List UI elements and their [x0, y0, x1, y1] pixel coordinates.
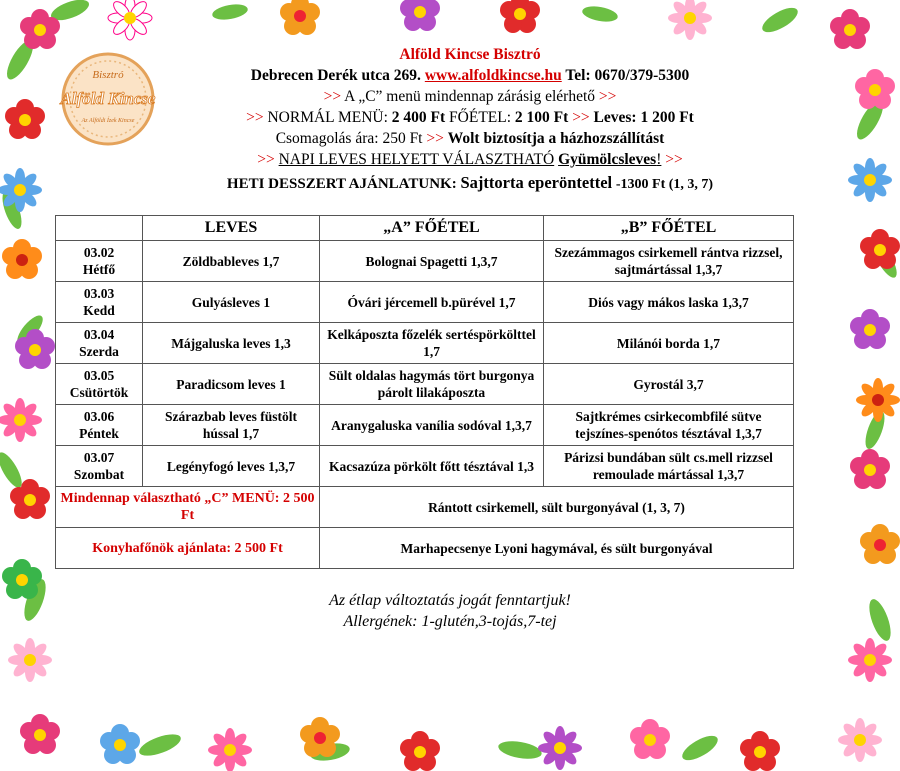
c-menu-line [150, 86, 790, 107]
date: 03.06 [83, 409, 115, 424]
main-b-cell: Diós vagy mákos laska 1,3,7 [544, 282, 794, 323]
dessert-label: HETI DESSZERT AJÁNLATUNK: [226, 176, 457, 192]
menu-footer [200, 590, 700, 632]
day-cell [56, 241, 143, 282]
menu-header [150, 44, 790, 195]
normal-menu-price: 2 400 Ft [391, 109, 446, 126]
chef-special-label: Konyhafőnök ajánlata: 2 500 Ft [56, 528, 320, 569]
main-a-cell: Bolognai Spagetti 1,3,7 [320, 241, 544, 282]
c-menu-dish: Rántott csirkemell, sült burgonyával (1, 3, 7) [320, 487, 794, 528]
logo-top-text: Bisztró [92, 69, 124, 81]
disclaimer: Az étlap változtatás jogát fenntartjuk! [329, 592, 571, 609]
arrow-right: >> [598, 88, 617, 105]
date: 03.07 [83, 450, 115, 465]
logo-sub-text: Az Alföldi Ízek Kincse [81, 118, 135, 124]
date: 03.02 [83, 245, 115, 260]
date: 03.03 [83, 286, 115, 301]
main-b-cell: Párizsi bundában sült cs.mell rizzsel remoulade mártással 1,3,7 [544, 446, 794, 487]
normal-menu-label: NORMÁL MENÜ: [267, 109, 388, 126]
main-course-price: 2 100 Ft [514, 109, 569, 126]
soup-label: Leves: [593, 109, 637, 126]
soup-cell: Májgaluska leves 1,3 [143, 323, 320, 364]
soup-cell: Gulyásleves 1 [143, 282, 320, 323]
day-name: Csütörtök [69, 385, 129, 400]
c-menu-text: A „C” menü mindennap zárásig elérhető [344, 88, 596, 105]
main-b-cell: Milánói borda 1,7 [544, 323, 794, 364]
arrow-3: >> [426, 130, 444, 147]
allergens: Allergének: 1-glutén,3-tojás,7-tej [343, 613, 557, 630]
table-row [56, 323, 794, 364]
table-row [56, 241, 794, 282]
day-name: Hétfő [82, 262, 116, 277]
packaging-text: Csomagolás ára: 250 Ft [275, 130, 423, 147]
prices-line [150, 107, 790, 128]
table-row [56, 282, 794, 323]
day-name: Péntek [79, 426, 119, 441]
chef-special-dish: Marhapecsenye Lyoni hagymával, és sült burgonyával [320, 528, 794, 569]
logo-main-text: Alföld Kincse [60, 89, 156, 108]
day-cell [56, 323, 143, 364]
main-a-cell: Kelkáposzta főzelék sertéspörkölttel 1,7 [320, 323, 544, 364]
fruit-soup-text: NAPI LEVES HELYETT VÁLASZTHATÓ [278, 151, 555, 168]
arrow-left: >> [323, 88, 342, 105]
arrow-4: >> [257, 151, 275, 168]
main-a-cell: Aranygaluska vanília sodóval 1,3,7 [320, 405, 544, 446]
arrow-1: >> [246, 109, 264, 126]
soup-cell: Zöldbableves 1,7 [143, 241, 320, 282]
dessert-name: Sajttorta eperöntettel [460, 173, 613, 192]
day-name: Szerda [79, 344, 119, 359]
table-row [56, 446, 794, 487]
website-link[interactable]: www.alfoldkincse.hu [424, 67, 562, 84]
day-cell [56, 405, 143, 446]
soup-price: 1 200 Ft [640, 109, 694, 126]
contact-line [150, 65, 790, 86]
soup-cell: Paradicsom leves 1 [143, 364, 320, 405]
c-menu-label: Mindennap választható „C” MENÜ: 2 500 Ft [56, 487, 320, 528]
day-cell [56, 446, 143, 487]
header-main-a: „A” FŐÉTEL [320, 216, 544, 241]
table-header-row [56, 216, 794, 241]
main-course-label: FŐÉTEL: [449, 109, 512, 126]
day-cell [56, 364, 143, 405]
chef-special-row [56, 528, 794, 569]
main-b-cell: Gyrostál 3,7 [544, 364, 794, 405]
restaurant-name: Alföld Kincse Bisztró [399, 46, 541, 63]
phone: Tel: 0670/379-5300 [565, 67, 690, 84]
soup-cell: Szárazbab leves füstölt hússal 1,7 [143, 405, 320, 446]
fruit-soup-line: >> NAPI LEVES HELYETT VÁLASZTHATÓ Gyümölcsleves! >> [257, 151, 683, 168]
main-a-cell: Sült oldalas hagymás tört burgonya párolt lilakáposzta [320, 364, 544, 405]
main-a-cell: Kacsazúza pörkölt főtt tésztával 1,3 [320, 446, 544, 487]
arrow-5: >> [665, 151, 683, 168]
arrow-2: >> [572, 109, 590, 126]
date: 03.05 [83, 368, 115, 383]
dessert-line [150, 172, 790, 195]
c-menu-row [56, 487, 794, 528]
day-name: Kedd [83, 303, 115, 318]
date: 03.04 [83, 327, 115, 342]
day-name: Szombat [73, 467, 125, 482]
address: Debrecen Derék utca 269. [250, 67, 421, 84]
soup-cell: Legényfogó leves 1,3,7 [143, 446, 320, 487]
table-row [56, 364, 794, 405]
main-b-cell: Sajtkrémes csirkecombfilé sütve tejszínes-spenótos tésztával 1,3,7 [544, 405, 794, 446]
main-b-cell: Szezámmagos csirkemell rántva rizzsel, sajtmártással 1,3,7 [544, 241, 794, 282]
weekly-menu-table [55, 215, 794, 569]
day-cell [56, 282, 143, 323]
header-main-b: „B” FŐÉTEL [544, 216, 794, 241]
dessert-price: -1300 Ft (1, 3, 7) [615, 177, 714, 192]
wolt-text: Wolt biztosítja a házhozszállítást [447, 130, 665, 147]
packaging-line [150, 128, 790, 149]
header-empty [56, 216, 143, 241]
header-soup: LEVES [143, 216, 320, 241]
table-row [56, 405, 794, 446]
main-a-cell: Óvári jércemell b.pürével 1,7 [320, 282, 544, 323]
fruit-soup-name: Gyümölcsleves [558, 151, 657, 168]
